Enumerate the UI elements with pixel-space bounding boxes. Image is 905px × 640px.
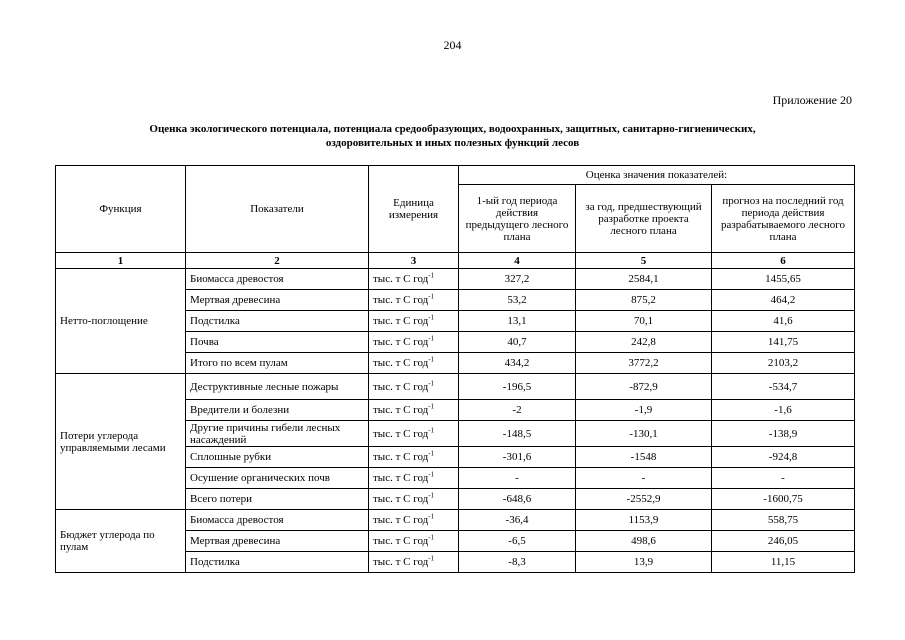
header-estimate-group: Оценка значения показателей:	[459, 166, 855, 185]
indicator-cell: Биомасса древостоя	[186, 269, 369, 290]
unit-superscript: -1	[428, 313, 435, 322]
value-cell-v6: 464,2	[712, 290, 855, 311]
indicator-cell: Подстилка	[186, 311, 369, 332]
value-cell-v4: 434,2	[459, 353, 576, 374]
value-cell-v4: 40,7	[459, 332, 576, 353]
value-cell-v6: -	[712, 468, 855, 489]
value-cell-v6: -534,7	[712, 374, 855, 400]
unit-cell	[369, 353, 459, 374]
unit-cell	[369, 269, 459, 290]
column-number: 3	[369, 253, 459, 269]
page-number: 204	[443, 38, 462, 52]
value-cell-v6: 141,75	[712, 332, 855, 353]
unit-superscript: -1	[428, 334, 435, 343]
document-title	[60, 122, 845, 150]
indicator-cell: Деструктивные лесные пожары	[186, 374, 369, 400]
ecological-potential-table	[55, 165, 855, 573]
unit-cell	[369, 311, 459, 332]
value-cell-v4: -8,3	[459, 552, 576, 573]
value-cell-v5: 3772,2	[576, 353, 712, 374]
indicator-cell: Вредители и болезни	[186, 400, 369, 421]
unit-cell	[369, 447, 459, 468]
indicator-cell: Мертвая древесина	[186, 531, 369, 552]
indicator-cell: Итого по всем пулам	[186, 353, 369, 374]
value-cell-v6: 1455,65	[712, 269, 855, 290]
value-cell-v6: 246,05	[712, 531, 855, 552]
column-number-row	[56, 253, 855, 269]
unit-superscript: -1	[428, 554, 435, 563]
unit-superscript: -1	[428, 402, 435, 411]
function-cell: Нетто-поглощение	[56, 269, 186, 374]
value-cell-v5: 242,8	[576, 332, 712, 353]
unit-cell	[369, 374, 459, 400]
unit-text: тыс. т С год	[373, 294, 429, 306]
value-cell-v5: 70,1	[576, 311, 712, 332]
value-cell-v5: 13,9	[576, 552, 712, 573]
value-cell-v4: -2	[459, 400, 576, 421]
value-cell-v6: 2103,2	[712, 353, 855, 374]
indicator-cell: Другие причины гибели лесных насаждений	[186, 421, 369, 447]
unit-cell	[369, 290, 459, 311]
function-cell: Потери углерода управляемыми лесами	[56, 374, 186, 510]
value-cell-v4: -648,6	[459, 489, 576, 510]
unit-text: тыс. т С год	[373, 380, 429, 393]
value-cell-v6: -1600,75	[712, 489, 855, 510]
unit-superscript: -1	[428, 425, 435, 434]
value-cell-v4: 327,2	[459, 269, 576, 290]
value-cell-v6: -924,8	[712, 447, 855, 468]
header-unit: Единица измерения	[369, 166, 459, 253]
value-cell-v4: 13,1	[459, 311, 576, 332]
unit-superscript: -1	[428, 378, 435, 387]
title-line-2: оздоровительных и иных полезных функций лесов	[325, 137, 580, 149]
unit-superscript: -1	[428, 470, 435, 479]
unit-superscript: -1	[428, 533, 435, 542]
unit-text: тыс. т С год	[373, 336, 429, 348]
value-cell-v5: 1153,9	[576, 510, 712, 531]
column-number: 2	[186, 253, 369, 269]
unit-text: тыс. т С год	[373, 472, 429, 484]
unit-text: тыс. т С год	[373, 493, 429, 505]
unit-text: тыс. т С год	[373, 357, 429, 369]
unit-text: тыс. т С год	[373, 451, 429, 463]
unit-superscript: -1	[428, 449, 435, 458]
unit-cell	[369, 552, 459, 573]
value-cell-v4: 53,2	[459, 290, 576, 311]
unit-cell	[369, 400, 459, 421]
unit-superscript: -1	[428, 491, 435, 500]
value-cell-v5: -1548	[576, 447, 712, 468]
value-cell-v5: -2552,9	[576, 489, 712, 510]
unit-text: тыс. т С год	[373, 427, 429, 440]
indicator-cell: Почва	[186, 332, 369, 353]
value-cell-v6: -138,9	[712, 421, 855, 447]
unit-text: тыс. т С год	[373, 535, 429, 547]
column-number: 1	[56, 253, 186, 269]
unit-text: тыс. т С год	[373, 315, 429, 327]
table-row	[56, 269, 855, 290]
indicator-cell: Биомасса древостоя	[186, 510, 369, 531]
column-number: 5	[576, 253, 712, 269]
indicator-cell: Мертвая древесина	[186, 290, 369, 311]
header-col6: прогноз на последний год периода действия разрабатываемого лесного плана	[712, 185, 855, 253]
column-number: 6	[712, 253, 855, 269]
value-cell-v5: -	[576, 468, 712, 489]
header-col4: 1-ый год периода действия предыдущего лесного плана	[459, 185, 576, 253]
value-cell-v4: -36,4	[459, 510, 576, 531]
value-cell-v5: 875,2	[576, 290, 712, 311]
value-cell-v6: 41,6	[712, 311, 855, 332]
unit-cell	[369, 489, 459, 510]
value-cell-v5: 2584,1	[576, 269, 712, 290]
indicator-cell: Осушение органических почв	[186, 468, 369, 489]
value-cell-v5: -130,1	[576, 421, 712, 447]
value-cell-v4: -	[459, 468, 576, 489]
value-cell-v6: -1,6	[712, 400, 855, 421]
value-cell-v5: -872,9	[576, 374, 712, 400]
table-row	[56, 510, 855, 531]
function-cell: Бюджет углерода по пулам	[56, 510, 186, 573]
value-cell-v4: -196,5	[459, 374, 576, 400]
unit-superscript: -1	[428, 292, 435, 301]
unit-cell	[369, 510, 459, 531]
unit-text: тыс. т С год	[373, 556, 429, 568]
unit-superscript: -1	[428, 355, 435, 364]
appendix-label: Приложение 20	[772, 93, 852, 107]
unit-cell	[369, 421, 459, 447]
header-col5: за год, предшествующий разработке проекта лесного плана	[576, 185, 712, 253]
value-cell-v4: -148,5	[459, 421, 576, 447]
unit-text: тыс. т С год	[373, 404, 429, 416]
header-row-1	[56, 166, 855, 185]
table-row	[56, 374, 855, 400]
value-cell-v4: -6,5	[459, 531, 576, 552]
indicator-cell: Всего потери	[186, 489, 369, 510]
title-line-1: Оценка экологического потенциала, потенциала средообразующих, водоохранных, защитных, санитарно-гигиенических,	[149, 123, 756, 135]
indicator-cell: Подстилка	[186, 552, 369, 573]
value-cell-v6: 11,15	[712, 552, 855, 573]
column-number: 4	[459, 253, 576, 269]
unit-cell	[369, 468, 459, 489]
header-function: Функция	[56, 166, 186, 253]
unit-cell	[369, 531, 459, 552]
unit-text: тыс. т С год	[373, 273, 429, 285]
header-indicators: Показатели	[186, 166, 369, 253]
value-cell-v5: 498,6	[576, 531, 712, 552]
unit-text: тыс. т С год	[373, 514, 429, 526]
value-cell-v4: -301,6	[459, 447, 576, 468]
indicator-cell: Сплошные рубки	[186, 447, 369, 468]
unit-cell	[369, 332, 459, 353]
value-cell-v5: -1,9	[576, 400, 712, 421]
unit-superscript: -1	[428, 512, 435, 521]
value-cell-v6: 558,75	[712, 510, 855, 531]
unit-superscript: -1	[428, 271, 435, 280]
